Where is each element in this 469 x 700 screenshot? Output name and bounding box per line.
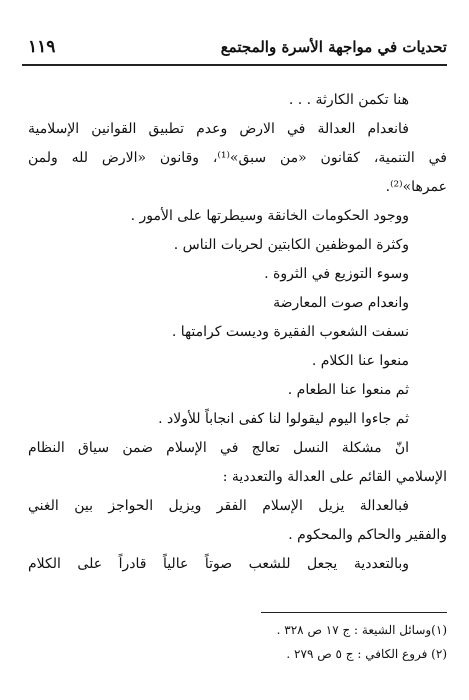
body-line: ثم جاءوا اليوم ليقولوا لنا كفى انجاباً للأولاد . [158,411,409,427]
footnote-rule [261,612,447,613]
footnote: (٢) فروع الكافي : ج ٥ ص ٢٧٩ . [286,647,447,661]
body-line: ثم منعوا عنا الطعام . [287,382,409,398]
body-line: في التنمية، كقانون «من سبق»⁽¹⁾، وقانون «الارض لله ولمن [28,150,447,166]
body-line: فانعدام العدالة في الارض وعدم تطبيق القوانين الإسلامية [28,121,409,137]
page-number: ١١٩ [28,37,56,57]
body-line: وبالتعددية يجعل للشعب صوتاً عالياً قادراً على الكلام [28,556,409,572]
body-line: وكثرة الموظفين الكابتين لحريات الناس . [173,237,409,253]
body-line: والفقير والحاكم والمحكوم . [288,527,447,543]
body-line: هنا تكمن الكارثة . . . [288,92,409,108]
footnotes [28,618,447,666]
body-line: وانعدام صوت المعارضة [273,295,409,311]
body-line: ووجود الحكومات الخانقة وسيطرتها على الأمور . [130,208,409,224]
body-line: عمرها»⁽²⁾. [385,179,447,195]
footnote: (١)وسائل الشيعة : ج ١٧ ص ٣٢٨ . [276,623,447,637]
header-rule [22,64,447,66]
body-line: فبالعدالة يزيل الإسلام الفقر ويزيل الحواجز بين الغني [28,498,409,514]
page-header [28,34,447,60]
body-line: منعوا عنا الكلام . [311,353,409,369]
body-line: وسوء التوزيع في الثروة . [264,266,409,282]
body-text [28,86,447,579]
body-line: الإسلامي القائم على العدالة والتعددية : [222,469,447,485]
running-title: تحديات في مواجهة الأسرة والمجتمع [220,38,447,56]
body-line: انّ مشكلة النسل تعالج في الإسلام ضمن سياق النظام [28,440,409,456]
body-line: نسفت الشعوب الفقيرة وديست كرامتها . [171,324,409,340]
